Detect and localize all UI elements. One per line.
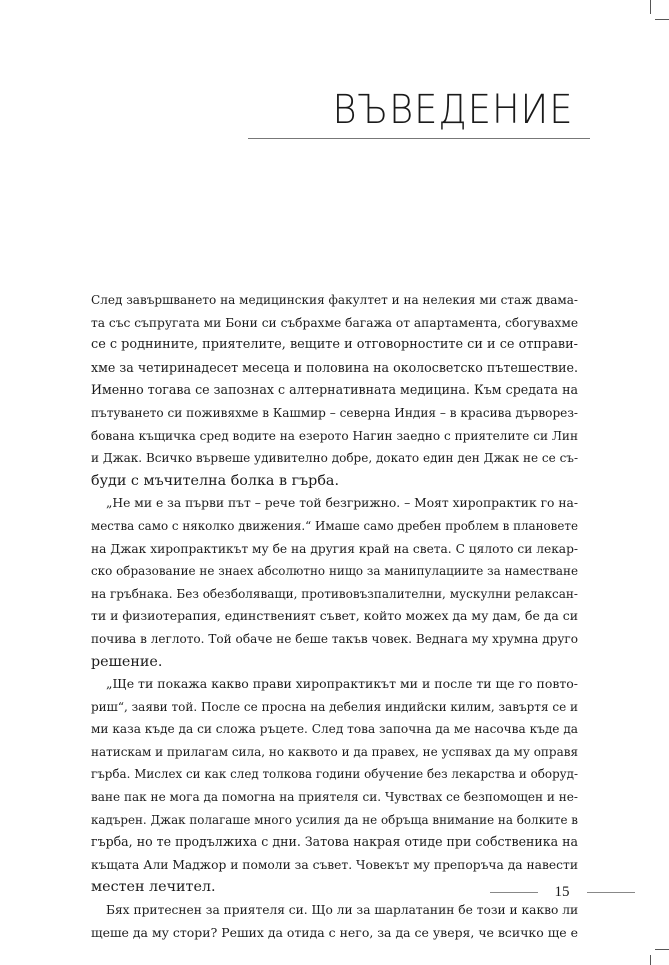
text-line: Именно тогава се запознах с алтернативната медицина. Към средата на xyxy=(91,382,578,398)
text-line: „Не ми е за първи път – рече той безгрижно. – Моят хиропрактик го на- xyxy=(106,496,578,511)
text-line: гърба. Мислех си как след толкова години обучение без лекарства и оборуд- xyxy=(91,767,578,782)
text-line: почива в леглото. Той обаче не беше такъв човек. Веднага му хрумна друго xyxy=(91,631,578,646)
text-line: местен лечител. xyxy=(91,879,216,896)
text-line: решение. xyxy=(91,653,163,670)
footer-rule-right xyxy=(587,892,635,893)
text-line: ти и физиотерапия, единственият съвет, който можех да му дам, бе да си xyxy=(91,608,578,624)
crop-mark-top-horizontal xyxy=(655,19,669,20)
text-line: къщата Али Маджор и помоли за съвет. Човекът му препоръча да навести xyxy=(91,857,578,872)
page-number: 15 xyxy=(554,884,570,900)
body-text xyxy=(91,289,578,944)
crop-mark-bottom-horizontal xyxy=(655,949,669,950)
text-line: щеше да му стори? Реших да отида с него, за да се уверя, че всичко ще е xyxy=(91,924,578,940)
chapter-title: ВЪВЕДЕНИЕ xyxy=(332,87,574,133)
footer-rule-left xyxy=(490,892,538,893)
text-line: и Джак. Всичко вървеше удивително добре, докато един ден Джак не се съ- xyxy=(91,451,578,466)
text-line: на гръбнака. Без обезболяващи, противовъзпалителни, мускулни релаксан- xyxy=(91,586,578,601)
text-line: бована къщичка сред водите на езерото Нагин заедно с приятелите си Лин xyxy=(91,428,578,443)
text-line: пътуването си поживяхме в Кашмир – северна Индия – в красива дърворез- xyxy=(91,405,578,420)
text-line: се с роднините, приятелите, вещите и отговорностите си и се отправи- xyxy=(91,337,578,353)
text-line: мества само с няколко движения.“ Имаше само дребен проблем в плановете xyxy=(91,518,578,533)
text-line: Бях притеснен за приятеля си. Що ли за шарлатанин бе този и какво ли xyxy=(106,903,579,918)
text-line: „Ще ти покажа какво прави хиропрактикът ми и после ти ще го повто- xyxy=(106,676,578,692)
text-line: натискам и прилагам сила, но каквото и да правех, не успявах да му оправя xyxy=(91,744,578,759)
text-line: ване пак не мога да помогна на приятеля си. Чувствах се безпомощен и не- xyxy=(91,790,578,805)
text-line: гърба, но те продължиха с дни. Затова накрая отиде при собственика на xyxy=(91,834,578,850)
page-footer xyxy=(490,882,635,902)
crop-mark-bottom-vertical xyxy=(650,955,651,965)
text-line: буди с мъчителна болка в гърба. xyxy=(91,472,340,489)
text-line: След завършването на медицинския факултет и на нелекия ми стаж двама- xyxy=(91,293,578,307)
text-line: кадърен. Джак полагаше много усилия да не обръща внимание на болките в xyxy=(91,812,578,827)
text-line: та със съпругата ми Бони си събрахме багажа от апартамента, сбогувахме xyxy=(91,315,579,330)
text-line: риш“, заяви той. После се просна на дебелия индийски килим, завъртя се и xyxy=(91,699,578,714)
text-line: ско образование не знаех абсолютно нищо за манипулациите за наместване xyxy=(91,564,578,579)
title-rule xyxy=(248,138,590,139)
text-line: хме за четиринадесет месеца и половина на околосветско пътешествие. xyxy=(91,359,578,375)
text-line: ми каза къде да си сложа ръцете. След това започна да ме насочва къде да xyxy=(91,722,578,737)
crop-mark-top-vertical xyxy=(650,0,651,14)
text-line: на Джак хиропрактикът му бе на другия край на света. С цялото си лекар- xyxy=(91,541,578,556)
